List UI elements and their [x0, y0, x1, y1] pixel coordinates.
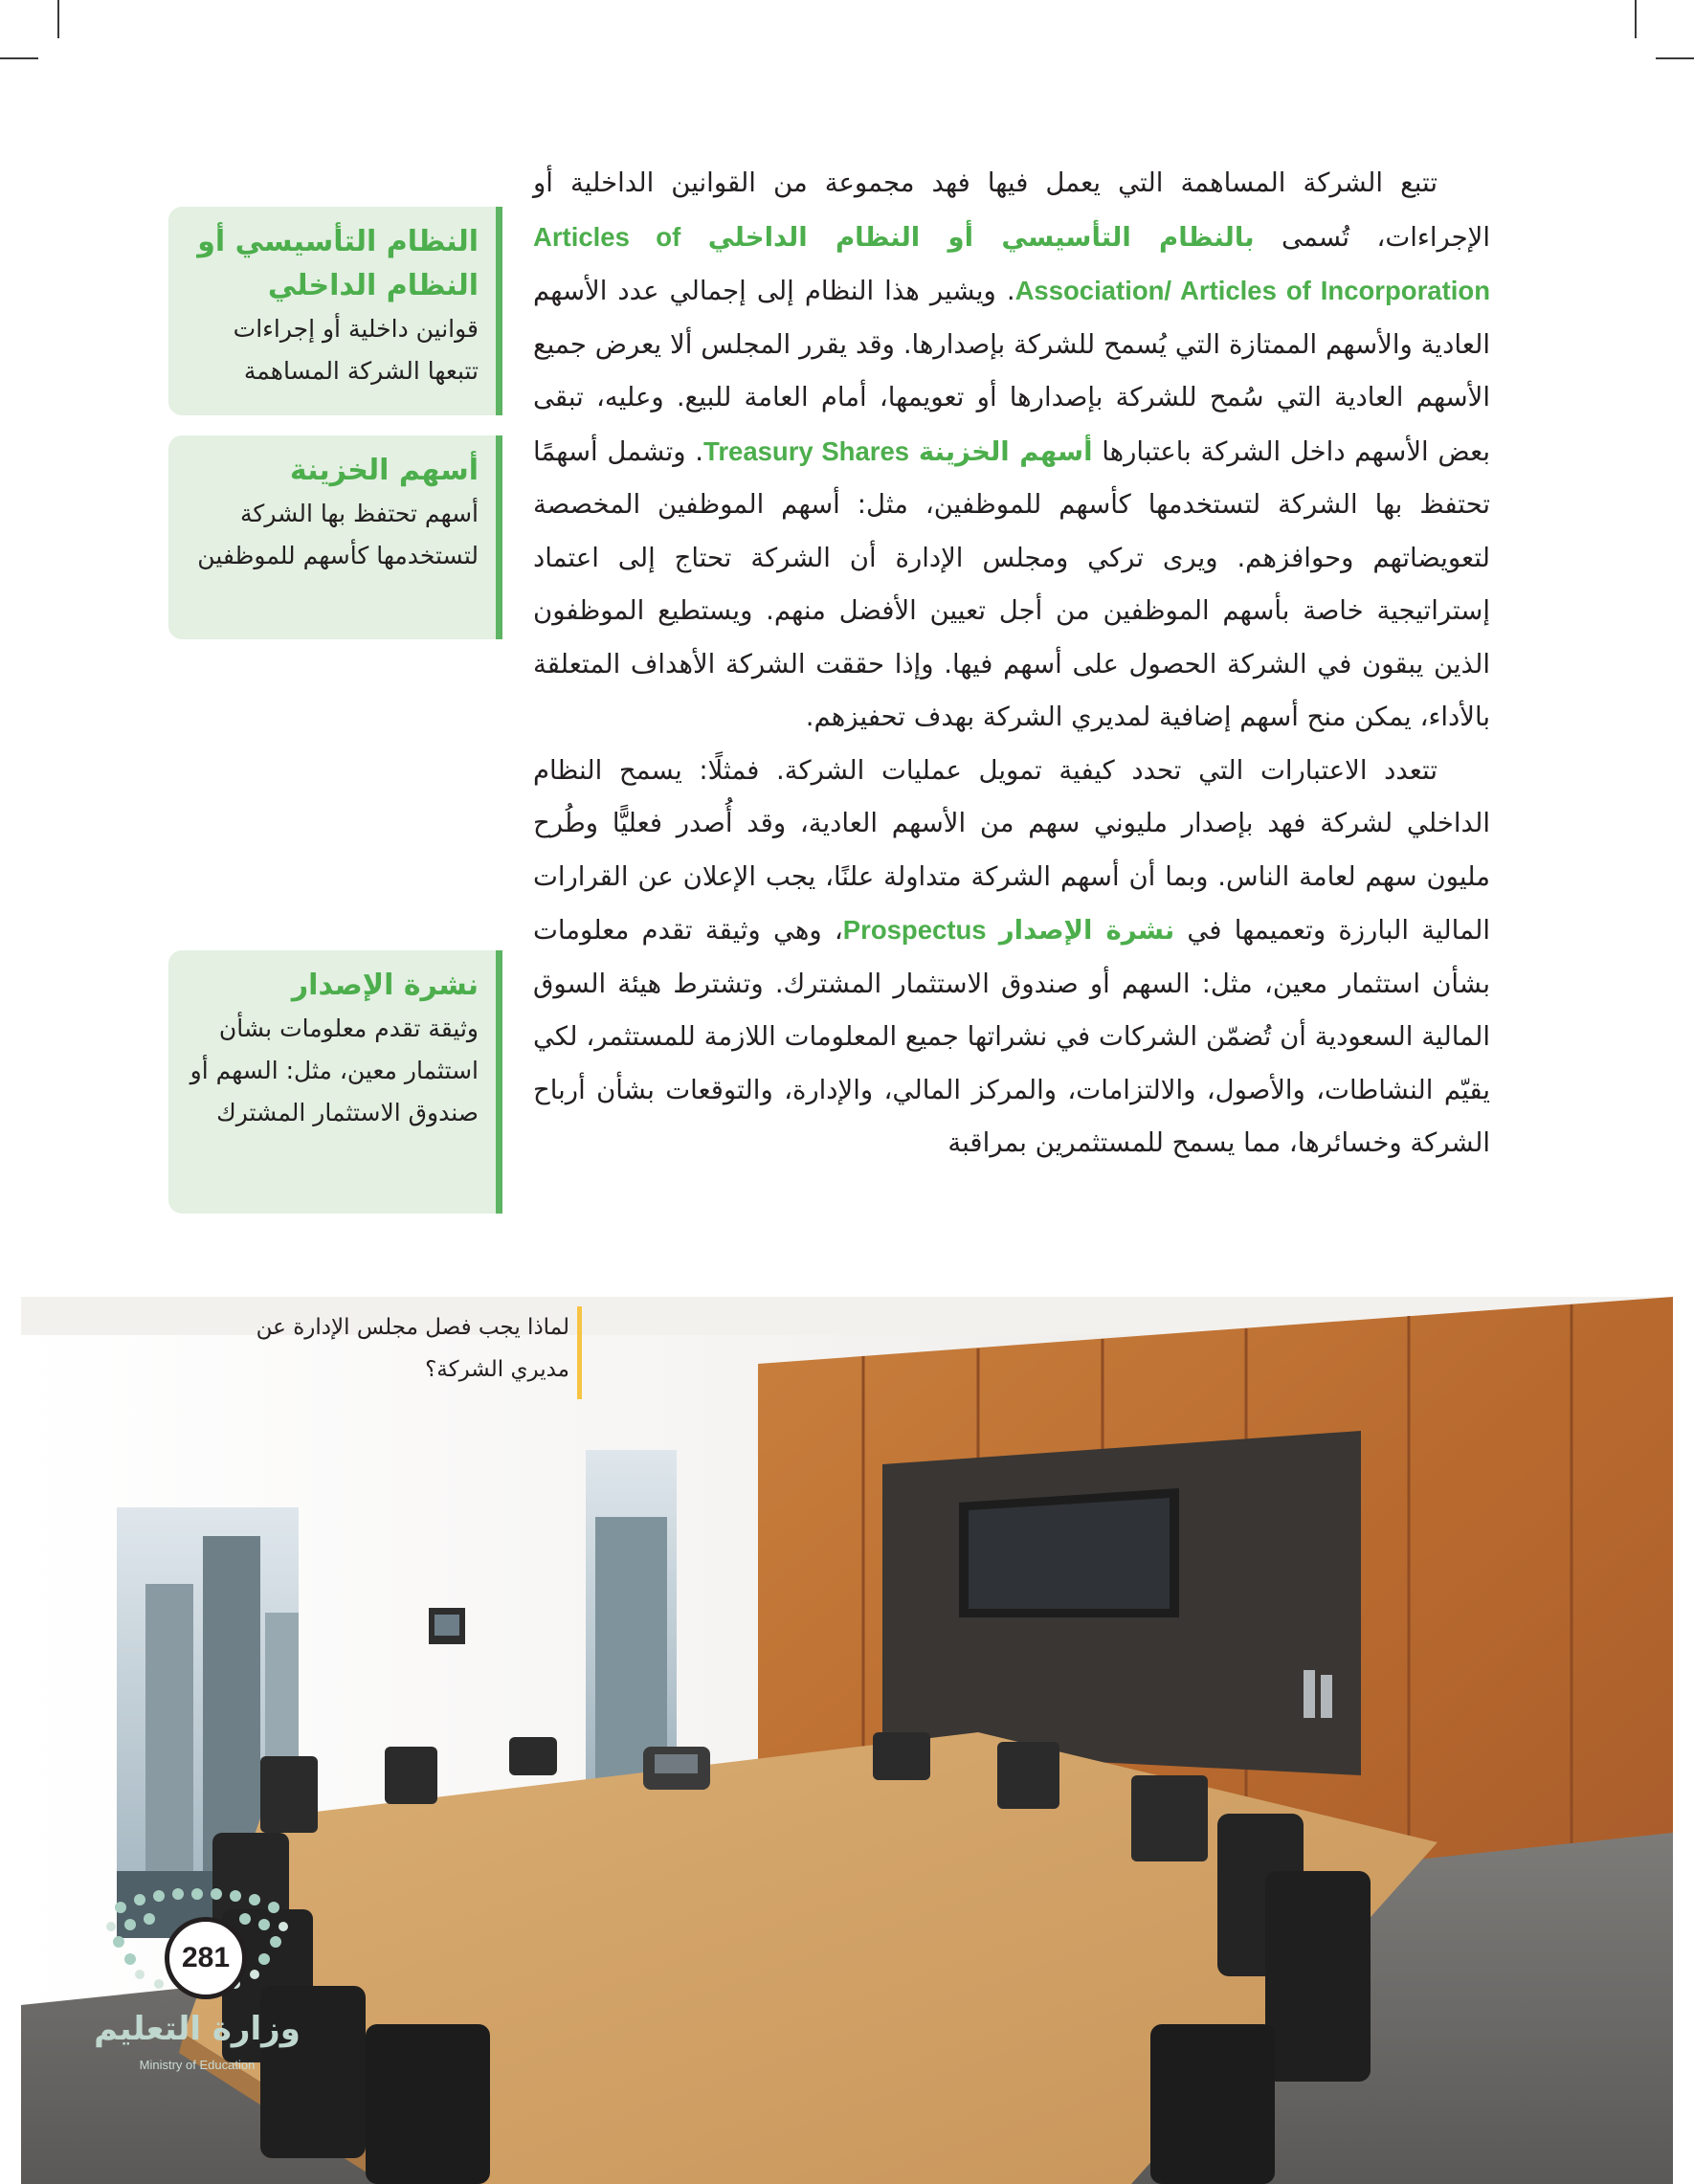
glossary-definition: قوانين داخلية أو إجراءات تتبعها الشركة المساهمة — [233, 315, 479, 385]
english-term-prospectus: Prospectus — [842, 915, 987, 945]
crop-mark — [0, 57, 38, 59]
main-text-column — [533, 157, 1490, 1170]
paragraph-2: تتعدد الاعتبارات التي تحدد كيفية تمويل عمليات الشركة. فمثلًا: يسمح النظام الداخلي لشركة فهد بإصدار مليوني سهم من الأسهم العادية، وقد أُصدر فعليًّا وطُرح مليون سهم لعامة الناس. وبما أن أسهم الشركة متداولة علنًا، يجب الإعلان عن القرارات المالية البارزة وتعميمها في نشرة الإصدار Prospectus، وهي وثيقة تقدم معلومات بشأن استثمار معين، مثل: السهم أو صندوق الاستثمار المشترك. وتشترط هيئة السوق المالية السعودية أن تُضمّن الشركات في نشراتها جميع المعلومات اللازمة للمستثمر، لكي يقيّم النشاطات، والأصول، والالتزامات، والمركز المالي، والإدارة، والتوقعات بشأن أرباح الشركة وخسائرها، مما يسمح للمستثمرين بمراقبة — [533, 754, 1490, 1158]
crop-mark — [1635, 0, 1637, 38]
ministry-logo-subtext: Ministry of Education — [139, 2058, 256, 2072]
english-term-treasury-shares: Treasury Shares — [703, 435, 910, 466]
glossary-box-treasury-shares — [168, 435, 502, 639]
english-term-articles: Articles of Association/ Articles of Incorporation — [533, 221, 1490, 305]
keyword-treasury-shares: أسهم الخزينة — [918, 435, 1093, 467]
keyword-prospectus: نشرة الإصدار — [998, 915, 1175, 946]
glossary-box-prospectus — [168, 950, 502, 1214]
photo-caption-question: لماذا يجب فصل مجلس الإدارة عن مديري الشركة؟ — [216, 1306, 582, 1399]
crop-mark — [57, 0, 59, 38]
glossary-box-articles — [168, 207, 502, 415]
crop-mark — [1656, 57, 1694, 59]
glossary-definition: وثيقة تقدم معلومات بشأن استثمار معين، مثل: السهم أو صندوق الاستثمار المشترك — [189, 1014, 479, 1126]
glossary-definition: أسهم تحتفظ بها الشركة لتستخدمها كأسهم للموظفين — [197, 500, 479, 569]
glossary-title: النظام التأسيسي أو النظام الداخلي — [197, 225, 479, 302]
ministry-logo-text: وزارة التعليم — [94, 2010, 301, 2048]
keyword-articles: بالنظام التأسيسي أو النظام الداخلي — [707, 221, 1255, 253]
glossary-title: نشرة الإصدار — [291, 969, 479, 1002]
page-number: 281 — [165, 1917, 247, 1999]
paragraph-1: تتبع الشركة المساهمة التي يعمل فيها فهد مجموعة من القوانين الداخلية أو الإجراءات، تُسمى بالنظام التأسيسي أو النظام الداخلي Articles of Association/ Articles of Incorporation. ويشير هذا النظام إلى إجمالي عدد الأسهم العادية والأسهم الممتازة التي يُسمح للشركة بإصدارها. وقد يقرر المجلس ألا يعرض جميع الأسهم العادية التي سُمح للشركة بإصدارها أو تعويمها، أمام العامة للبيع. وعليه، تبقى بعض الأسهم داخل الشركة باعتبارها أسهم الخزينة Treasury Shares. وتشمل أسهمًا تحتفظ بها الشركة لتستخدمها كأسهم للموظفين، مثل: أسهم الموظفين المخصصة لتعويضاتهم وحوافزهم. ويرى تركي ومجلس الإدارة أن الشركة تحتاج إلى اعتماد إستراتيجية خاصة بأسهم الموظفين من أجل تعيين الأفضل منهم. ويستطيع الموظفون الذين يبقون في الشركة الحصول على أسهم فيها. وإذا حققت الشركة الأهداف المتعلقة بالأداء، يمكن منح أسهم إضافية لمديري الشركة بهدف تحفيزهم. — [533, 167, 1490, 732]
glossary-title: أسهم الخزينة — [289, 454, 479, 487]
